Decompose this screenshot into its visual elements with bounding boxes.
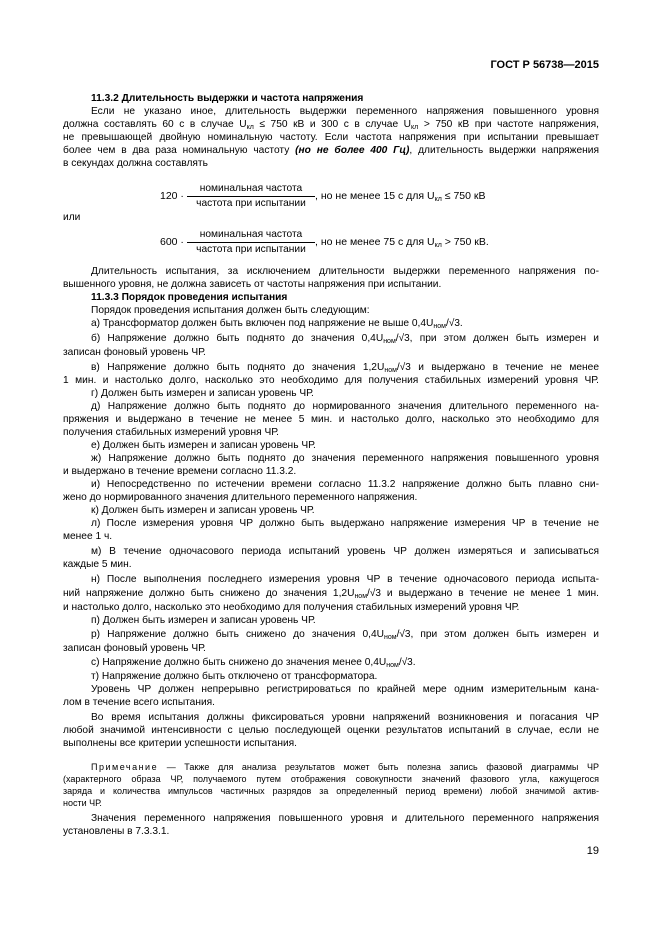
list-item-r: р) Напряжение должно быть снижено до значения $0,4U_{ном}/√3$, при этом должен быть измерен и bbox=[91, 629, 599, 641]
section-heading-11-3-3: 11.3.3 Порядок проведения испытания bbox=[91, 292, 288, 303]
list-item-d: д) Напряжение должно быть поднято до нормированного значения длительного переменного на- bbox=[91, 401, 599, 412]
paragraph-line: Длительность испытания, за исключением длительности выдержки переменного напряжения по- bbox=[91, 266, 599, 277]
page-number: 19 bbox=[586, 845, 599, 857]
paragraph-line: Уровень ЧР должен непрерывно регистрироваться по крайней мере одним измерительным кана- bbox=[91, 684, 599, 695]
fraction-denominator: частота при испытании bbox=[196, 244, 306, 255]
paragraph-line: в секундах должна составлять bbox=[63, 158, 208, 169]
list-item-b: б) Напряжение должно быть поднято до значения $0,4U_{ном}/√3$, при этом должен быть измерен и bbox=[91, 333, 599, 345]
fraction-numerator: номинальная частота bbox=[187, 228, 315, 243]
formula-fraction bbox=[187, 182, 315, 210]
paragraph-line: не превышающей двойную номинальную частоту. Если частота напряжения при испытании превышает bbox=[63, 132, 599, 143]
list-item-v: в) Напряжение должно быть поднято до значения $1,2U_{ном}/√3$ и выдержано в течение не менее bbox=[91, 362, 599, 374]
note-line: ности ЧР. bbox=[63, 798, 102, 808]
section-heading-11-3-2: 11.3.2 Длительность выдержки и частота напряжения bbox=[91, 93, 364, 104]
list-item-a: а) Трансформатор должен быть включен под напряжение не выше $0,4U_{ном}/√3$. bbox=[91, 318, 463, 330]
list-item-n-cont: ний напряжение должно быть снижено до значения $1,2U_{ном}/√3$ и выдержано в течение не менее 1 мин. bbox=[63, 588, 599, 600]
or-word: или bbox=[63, 212, 81, 223]
list-item-l-cont: менее 1 ч. bbox=[63, 531, 113, 542]
list-item-n-cont: и настолько долго, насколько это необходимо для получения стабильных измерений уровня ЧР. bbox=[63, 602, 520, 613]
list-item-g: г) Должен быть измерен и записан уровень ЧР. bbox=[91, 388, 314, 399]
list-item-i-cont: жено до нормированного значения длительного переменного напряжения. bbox=[63, 492, 418, 503]
list-item-d-cont: получения стабильных измерений уровня ЧР. bbox=[63, 427, 279, 438]
paragraph-line: вышенного уровня, не должна зависеть от частоты напряжения при испытании. bbox=[63, 279, 442, 290]
paragraph-line: любой значимой интенсивности с целью последующей оценки результатов испытаний в случае, если не bbox=[63, 725, 599, 736]
list-item-n: н) После выполнения последнего измерения уровня ЧР в течение одночасового периода испыта- bbox=[91, 574, 599, 585]
list-item-m-cont: каждые 5 мин. bbox=[63, 559, 132, 570]
list-item-i: и) Непосредственно по истечении времени согласно 11.3.2 напряжение должно быть плавно сни- bbox=[91, 479, 599, 490]
list-item-s: с) Напряжение должно быть снижено до значения менее $0,4U_{ном}/√3$. bbox=[91, 657, 416, 669]
note-line: Примечание — Также для анализа результатов может быть полезна запись фазовой диаграммы ЧР bbox=[91, 762, 599, 772]
list-item-r-cont: записан фоновый уровень ЧР. bbox=[63, 643, 206, 654]
formula-coefficient: 600 · bbox=[160, 236, 184, 248]
paragraph-line: установлены в 7.3.3.1. bbox=[63, 826, 170, 837]
note-label: Примечание bbox=[91, 762, 159, 772]
list-item-l: л) После измерения уровня ЧР должно быть выдержано напряжение измерения ЧР в течение не bbox=[91, 518, 599, 529]
formula-coefficient: 120 · bbox=[160, 190, 184, 202]
paragraph-line: Если не указано иное, длительность выдержки переменного напряжения повышенного уровня bbox=[91, 106, 599, 117]
formula-2 bbox=[0, 228, 661, 258]
formula-condition: , но не менее 15 с для $U_{кл} \le 750$ кВ bbox=[315, 190, 486, 203]
paragraph-line: должна составлять 60 с в случае $U_{кл} \le 750$ кВ и 300 с в случае $U_{кл} > 750$ кВ при частоте напряжения, bbox=[63, 119, 600, 131]
note-line: (характерного образа ЧР, получаемого путем отображения совокупности значений фазового угла, кажущегося bbox=[63, 774, 599, 784]
fraction-denominator: частота при испытании bbox=[196, 198, 306, 209]
formula-fraction bbox=[187, 228, 315, 256]
paragraph-line: Порядок проведения испытания должен быть следующим: bbox=[91, 305, 370, 316]
paragraph-line: Во время испытания должны фиксироваться уровни напряжений возникновения и погасания ЧР bbox=[91, 712, 599, 723]
list-item-p: п) Должен быть измерен и записан уровень ЧР. bbox=[91, 615, 316, 626]
paragraph-line: лом в течение всего испытания. bbox=[63, 697, 216, 708]
list-item-zh-cont: и выдержано в течение времени согласно 11.3.2. bbox=[63, 466, 297, 477]
list-item-v-cont: 1 мин. и настолько долго, насколько это необходимо для получения стабильных измерений уровня ЧР. bbox=[63, 375, 599, 386]
formula-condition: , но не менее 75 с для $U_{кл} > 750$ кВ. bbox=[315, 236, 489, 249]
list-item-zh: ж) Напряжение должно быть поднято до значения переменного напряжения повышенного уровня bbox=[91, 453, 599, 464]
note-line: заряда и количества импульсов частичных разрядов за определенный период времени) любой значимой актив- bbox=[63, 786, 599, 796]
formula-1 bbox=[0, 182, 661, 212]
fraction-numerator: номинальная частота bbox=[187, 182, 315, 197]
paragraph-line: выполнены все критерии успешности испытания. bbox=[63, 738, 298, 749]
list-item-d-cont: пряжения и выдержано в течение не менее 5 мин. и настолько долго, насколько это необходимо для bbox=[63, 414, 599, 425]
paragraph-line: Значения переменного напряжения повышенного уровня и длительного переменного напряжения bbox=[91, 813, 599, 824]
list-item-k: к) Должен быть измерен и записан уровень ЧР. bbox=[91, 505, 315, 516]
list-item-b-cont: записан фоновый уровень ЧР. bbox=[63, 347, 206, 358]
list-item-e: е) Должен быть измерен и записан уровень ЧР. bbox=[91, 440, 316, 451]
standard-code: ГОСТ Р 56738—2015 bbox=[490, 59, 599, 71]
list-item-t: т) Напряжение должно быть отключено от трансформатора. bbox=[91, 671, 378, 682]
paragraph-line: более чем в два раза номинальную частоту (но не более 400 Гц), длительность выдержки напряжения bbox=[63, 145, 600, 156]
list-item-m: м) В течение одночасового периода испытаний уровень ЧР должен измеряться и записываться bbox=[91, 546, 599, 557]
